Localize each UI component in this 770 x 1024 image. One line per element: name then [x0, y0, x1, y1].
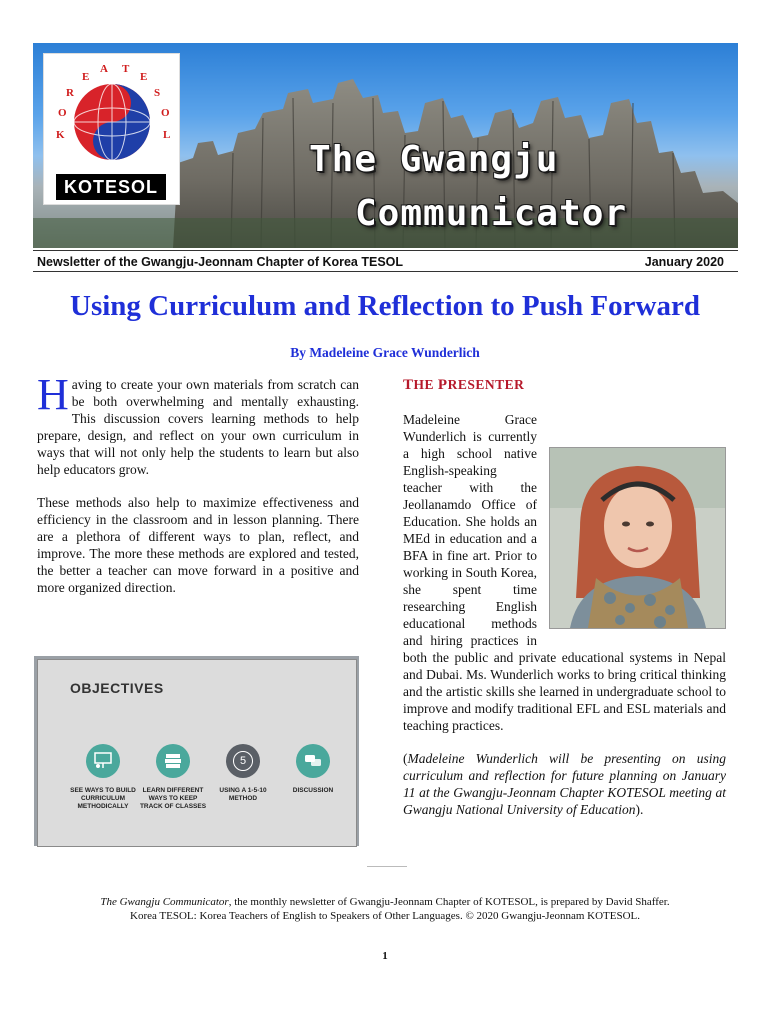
footer: [0, 895, 770, 923]
objectives-slide: [37, 659, 357, 847]
objective-item: [138, 744, 208, 811]
presenter-column: [403, 411, 726, 818]
newsletter-title-line1: The Gwangju: [309, 139, 559, 180]
objective-caption: LEARN DIFFERENT WAYS TO KEEP TRACK OF CLASSES: [139, 787, 207, 810]
article-title: Using Curriculum and Reflection to Push Forward: [70, 290, 700, 322]
newsletter-subtitle: Newsletter of the Gwangju-Jeonnam Chapter of Korea TESOL: [37, 255, 404, 269]
presenter-photo: [549, 447, 726, 629]
bio-text: Madeleine Grace Wunderlich is currently a high school native English-speaking teacher with the Jeollanamdo Office of Education. She holds an MEd in education and a BFA in fine art. Prior to working in South Korea, she spent time researching English educational methods and hiring practices in both the public and private educational systems in Nepal and Dubai. Ms. Wunderlich works to bring critical thinking and the artistic skills she learned in undergraduate school to improve and modify traditional EFL and ESL materials and teaching practices.: [403, 412, 726, 733]
presentation-icon: [86, 744, 120, 778]
svg-text:A: A: [100, 63, 108, 75]
subtitle-bar: [33, 250, 738, 272]
kotesol-logo: [43, 53, 180, 205]
svg-text:E: E: [140, 71, 148, 83]
objective-caption: USING A 1-5-10 METHOD: [219, 787, 267, 802]
number-five-icon: 5: [226, 744, 260, 778]
logo-wordmark: KOTESOL: [56, 174, 166, 200]
page-number: 1: [382, 950, 388, 962]
article-paragraph: These methods also help to maximize effectiveness and efficiency in the classroom and in lesson planning. There are a plethora of different ways to plan, reflect, and improve. The more these methods are explored and tested, the better a teacher can move forward in a positive and more organized direction.: [37, 495, 359, 595]
presenter-bio: [403, 411, 726, 734]
presentation-note: (Madeleine Wunderlich will be presenting on using curriculum and reflection for future planning on January 11 at the Gwangju-Jeonnam Chapter KOTESOL meeting at Gwangju National University of Education).: [403, 751, 726, 817]
objective-caption: DISCUSSION: [292, 787, 334, 794]
svg-text:O: O: [58, 107, 67, 119]
footer-line: Korea TESOL: Korea Teachers of English to Speakers of Other Languages. © 2020 Gwangju-Jeonnam KOTESOL.: [130, 910, 640, 922]
chat-bubbles-icon: [296, 744, 330, 778]
svg-text:T: T: [122, 63, 130, 75]
article-byline: By Madeleine Grace Wunderlich: [290, 345, 480, 360]
globe-icon: [44, 54, 179, 174]
newsletter-title-line2: Communicator: [355, 193, 628, 234]
objective-item: [68, 744, 138, 811]
presenter-heading: THE PRESENTER: [403, 377, 525, 393]
objective-item: [208, 744, 278, 803]
books-icon: [156, 744, 190, 778]
objective-caption: SEE WAYS TO BUILD CURRICULUM METHODICALLY: [70, 787, 136, 810]
svg-text:K: K: [56, 129, 65, 141]
article-paragraph: [37, 370, 359, 478]
drop-cap: H: [37, 370, 69, 419]
issue-date: January 2020: [644, 255, 724, 269]
article-left-column: [37, 370, 359, 612]
svg-text:O: O: [161, 107, 170, 119]
footer-line: The Gwangju Communicator, the monthly newsletter of Gwangju-Jeonnam Chapter of KOTESOL, is prepared by David Shaffer.: [100, 896, 670, 908]
header-banner: [33, 43, 738, 248]
divider: [367, 866, 407, 867]
paragraph-text: aving to create your own materials from scratch can be both overwhelming and mentally exhausting. This discussion covers learning methods to help prepare, design, and reflect on your own curriculum in ways that will not only help the students to learn but also help educators grow.: [37, 377, 359, 477]
slide-title: OBJECTIVES: [70, 680, 164, 696]
svg-text:L: L: [163, 129, 171, 141]
svg-text:R: R: [66, 87, 74, 99]
svg-text:E: E: [82, 71, 90, 83]
svg-text:S: S: [154, 87, 161, 99]
objective-item: [278, 744, 348, 795]
